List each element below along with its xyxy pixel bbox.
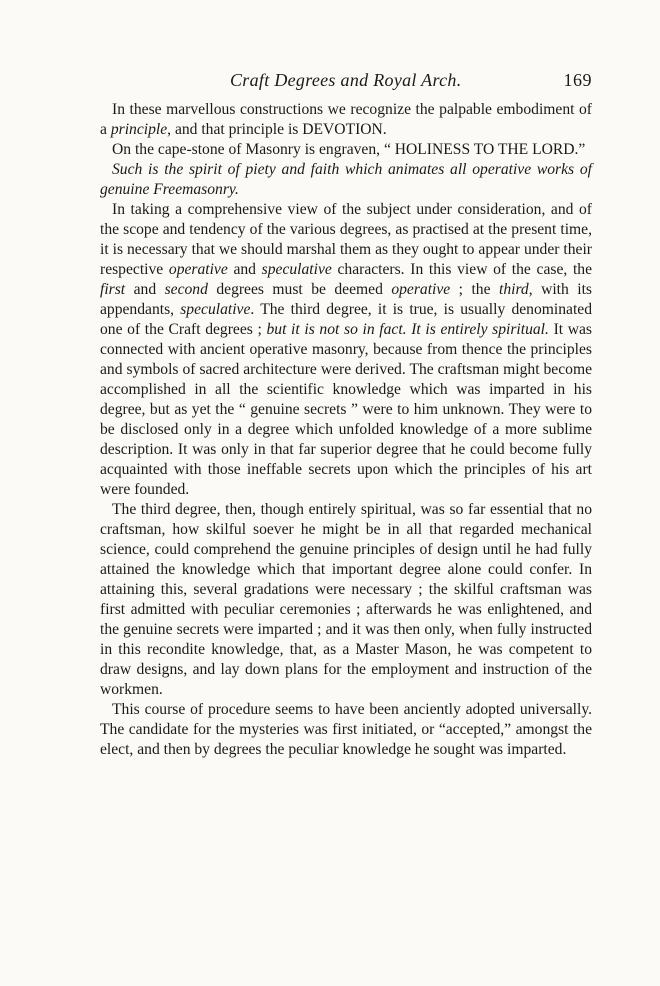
paragraph (100, 100, 592, 140)
paragraph (100, 700, 592, 760)
running-title: Craft Degrees and Royal Arch. (230, 70, 462, 90)
paragraph (100, 140, 592, 160)
page-number: 169 (563, 70, 592, 90)
paragraph (100, 160, 592, 200)
italic-run: second (164, 281, 208, 298)
text-run: In these marvellous constructions we recognize the palpable embodiment of a (100, 101, 592, 138)
body-text (100, 100, 592, 760)
text-run: On the cape-stone of Masonry is engraven, “ HOLINESS TO THE LORD.” (112, 141, 586, 158)
book-page (100, 70, 592, 760)
italic-run: speculative (180, 301, 251, 318)
text-run: and (227, 261, 262, 278)
paragraph (100, 200, 592, 500)
text-run: The third degree, then, though entirely spiritual, was so far essential that no craftsman, how skilful soever he might be in all that regarded mechanical science, could comprehend the genuine principles of design until he had fully attained the knowledge which that important degree alone could confer. In attaining this, several gradations were necessary ; the skilful craftsman was first admitted with peculiar ceremonies ; afterwards he was enlightened, and the genuine secrets were imparted ; and it was then only, when fully instructed in this recondite knowledge, that, as a Master Mason, he was competent to draw designs, and lay down plans for the employment and instruction of the workmen. (100, 501, 592, 698)
italic-run: Such is the spirit of piety and faith which animates all operative works of genuine Freemasonry. (100, 161, 592, 198)
text-run: In taking a comprehensive view of the subject under consideration, and of the scope and tendency of the various degrees, as practised at the present time, it is necessary that we should marshal them as they ought to appear under their respective (100, 201, 592, 278)
italic-run: operative (168, 261, 228, 278)
text-run: ; the (450, 281, 499, 298)
italic-run: third (498, 281, 529, 298)
italic-run: first (100, 281, 126, 298)
running-head (100, 70, 592, 100)
text-run: characters. In this view of the case, the (331, 261, 592, 278)
italic-run: speculative (261, 261, 332, 278)
text-run: , with its appendants, (100, 281, 593, 318)
text-run: It was connected with ancient operative masonry, because from thence the principles and symbols of sacred architecture were derived. The craftsman might become accomplished in all the scientific knowledge which was imparted in his degree, but as yet the “ genuine secrets ” were to him unknown. They were to be disclosed only in a degree which unfolded knowledge of a more sublime description. It was only in that far superior degree that he could become fully acquainted with those ineffable secrets upon which the principles of his art were founded. (100, 321, 593, 498)
italic-run: principle (110, 121, 168, 138)
text-run: and (125, 281, 165, 298)
paragraph (100, 500, 592, 700)
text-run: This course of procedure seems to have been anciently adopted universally. The candidate for the mysteries was first initiated, or “accepted,” amongst the elect, and then by degrees the peculiar knowledge he sought was imparted. (100, 701, 592, 758)
italic-run: operative (391, 281, 451, 298)
text-run: degrees must be deemed (207, 281, 392, 298)
italic-run: but it is not so in fact. It is entirely spiritual. (266, 321, 549, 338)
text-run: . The third degree, it is true, is usually denominated one of the Craft degrees ; (100, 301, 592, 338)
text-run: , and that principle is DEVOTION. (167, 121, 387, 138)
